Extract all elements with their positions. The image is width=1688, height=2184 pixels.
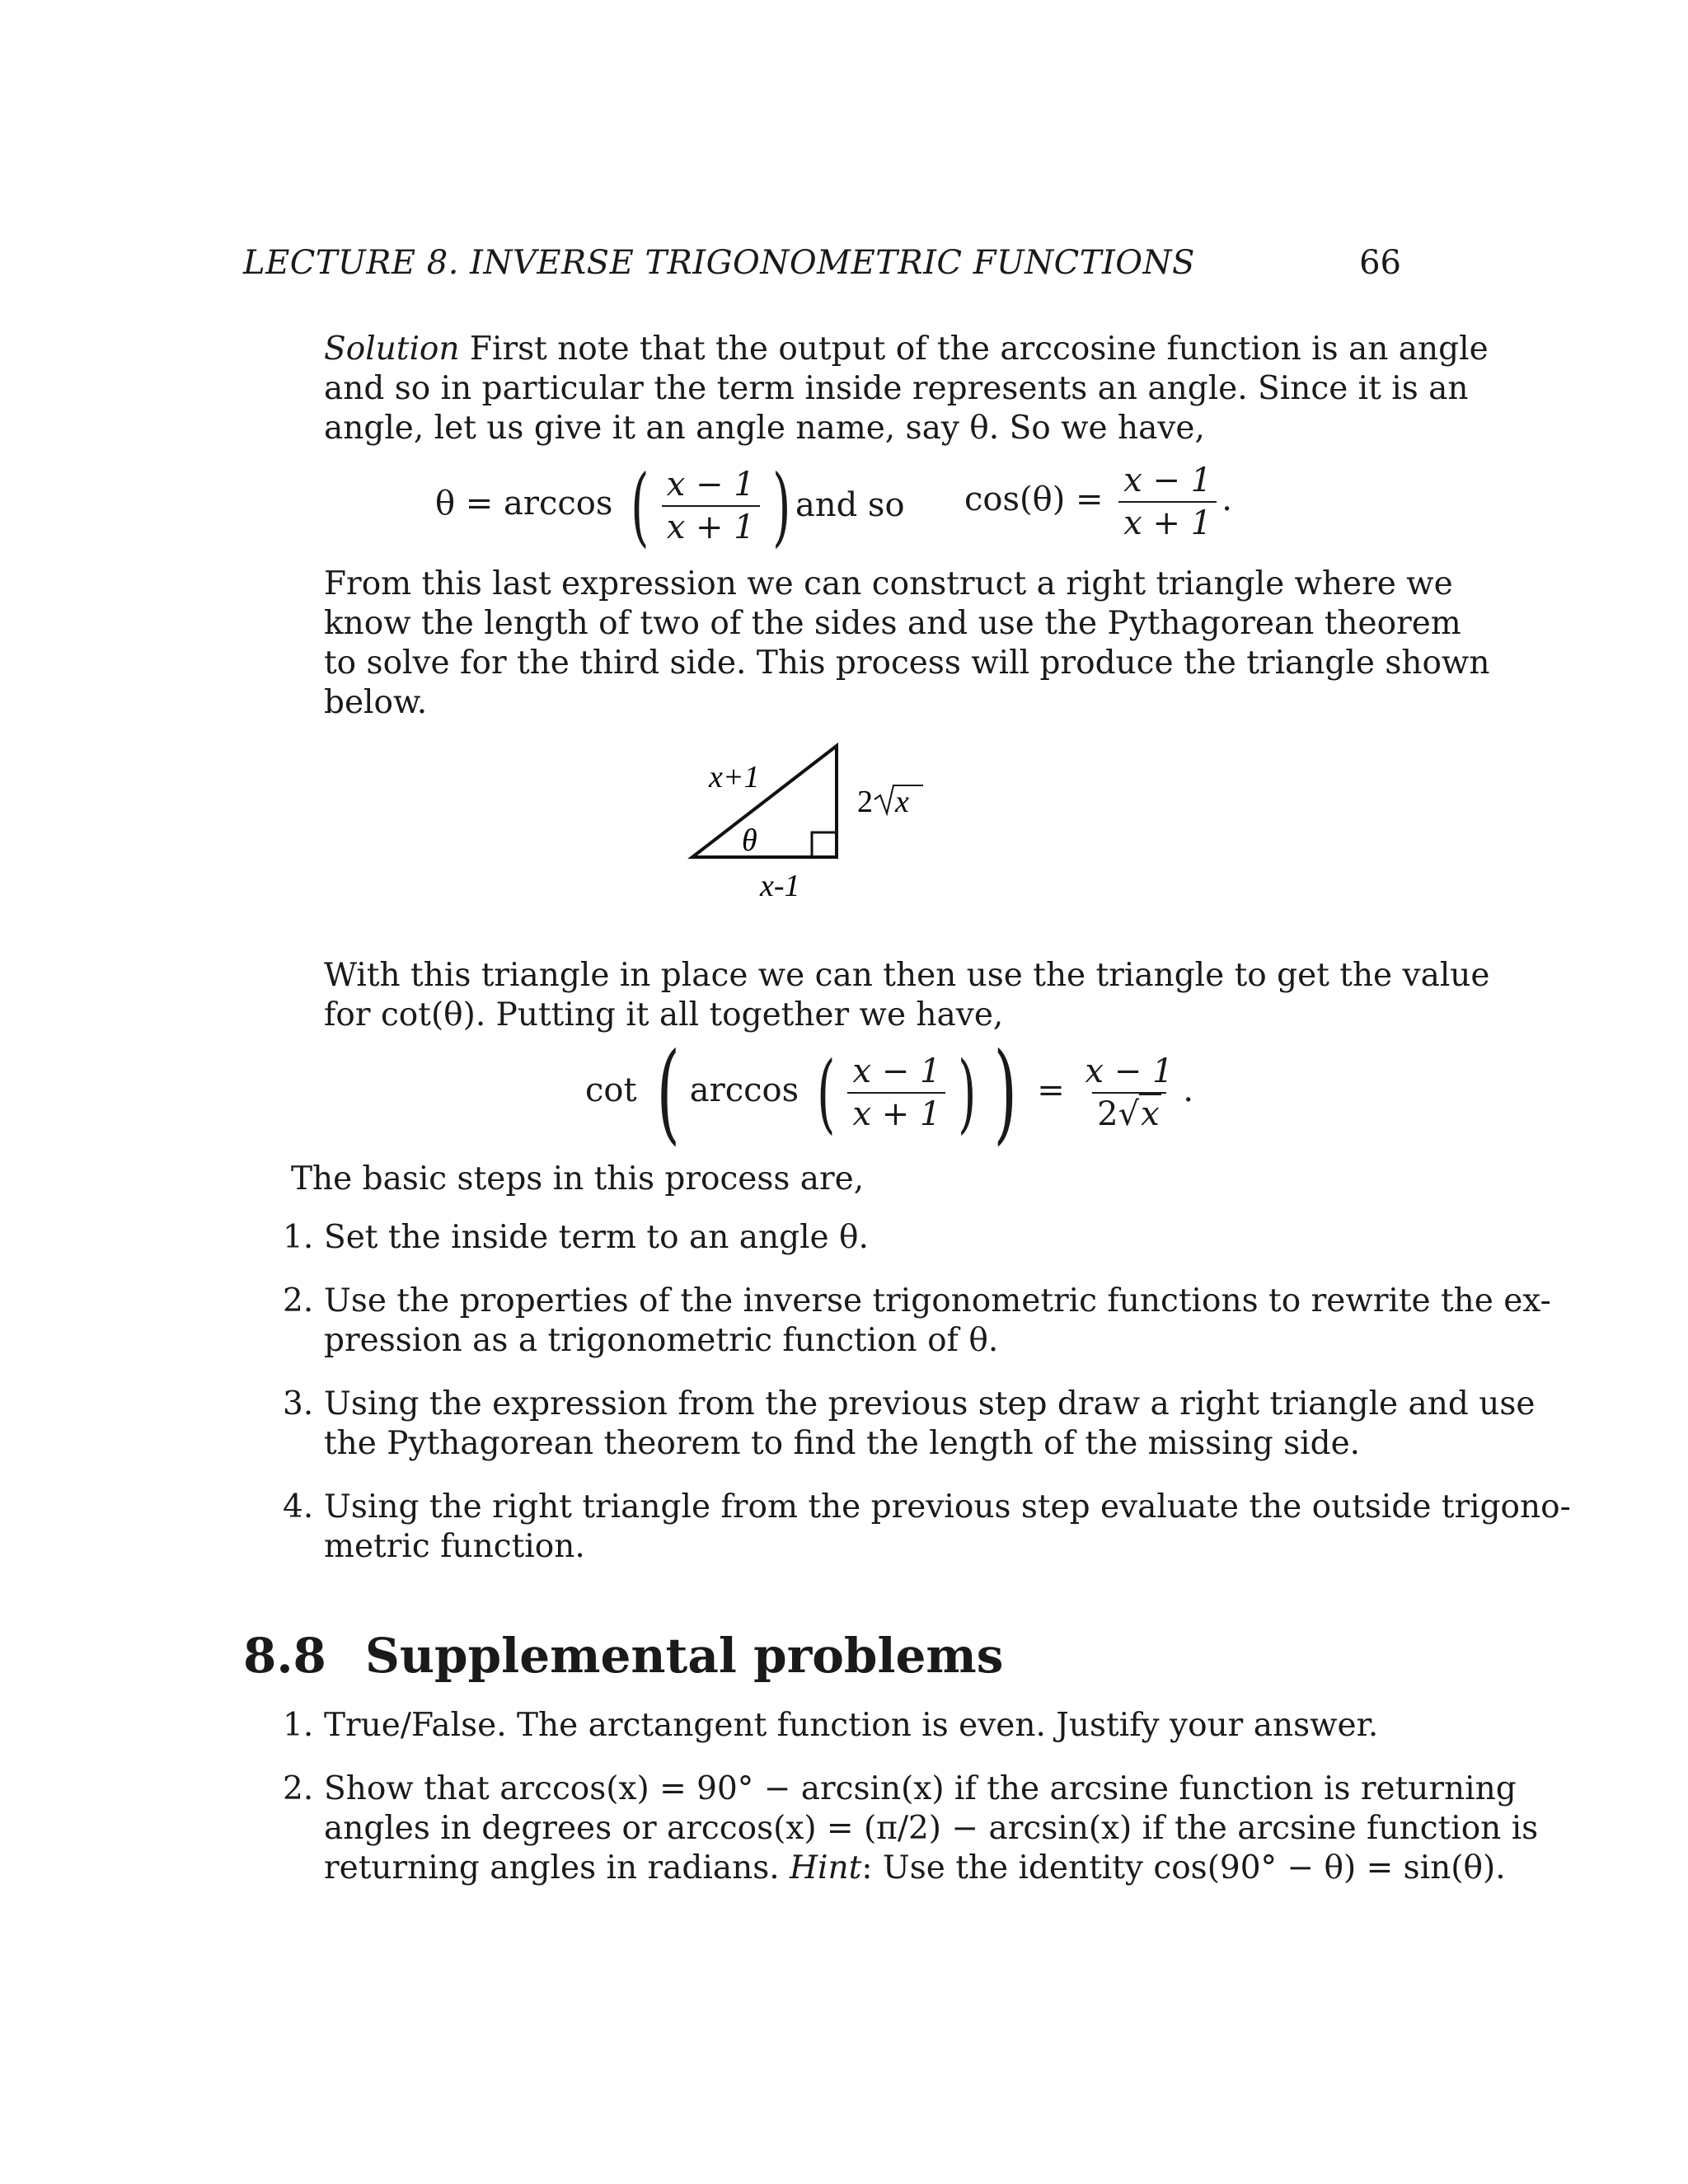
equation-arccos bbox=[435, 456, 798, 556]
equation-cos: cos(θ) = $\frac{x - 1}{x + 1}$ . bbox=[964, 462, 1232, 542]
right-triangle-figure bbox=[684, 738, 948, 919]
base-label: x-1 bbox=[760, 869, 800, 903]
hypotenuse-label: x+1 bbox=[709, 760, 760, 794]
angle-label: θ bbox=[742, 823, 757, 858]
eq1-cos-lhs: cos(θ) = bbox=[964, 480, 1104, 518]
right-paren: ) bbox=[771, 456, 791, 556]
eq2-equals: = bbox=[1037, 1071, 1065, 1109]
cot-paragraph: With this triangle in place we can then use the triangle to get the value for cot(θ). Putting it all together we have, bbox=[324, 957, 1490, 1033]
eq2-arccos: arccos bbox=[689, 1071, 799, 1109]
section-number: 8.8 bbox=[243, 1628, 326, 1684]
solution-line-3: angle, let us give it an angle name, say θ. So we have, bbox=[324, 410, 1205, 447]
eq2-inner-fraction: $\frac{x - 1}{x + 1}$ bbox=[847, 1054, 945, 1132]
hint-label: Hint bbox=[790, 1849, 862, 1886]
section-heading bbox=[243, 1628, 1003, 1684]
running-header-title: LECTURE 8. INVERSE TRIGONOMETRIC FUNCTIONS bbox=[243, 244, 1195, 282]
right-angle-marker bbox=[812, 832, 837, 857]
eq1-connector: and so bbox=[795, 486, 905, 524]
eq1-lhs: θ = arccos bbox=[435, 485, 613, 523]
eq2-cot: cot bbox=[585, 1071, 637, 1109]
list-item: 3. Using the expression from the previous step draw a right triangle and use the Pythagorean theorem to find the length of the missing side. bbox=[283, 1385, 1536, 1462]
list-item: 1. Set the inside term to an angle θ. bbox=[283, 1219, 869, 1256]
list-item: 2. Use the properties of the inverse trigonometric functions to rewrite the ex- pression as a trigonometric function of θ. bbox=[283, 1282, 1551, 1359]
eq1-fraction: $\frac{x - 1}{x + 1}$ bbox=[662, 467, 760, 545]
eq2-rhs-fraction: $\frac{x - 1}{2√x}$ bbox=[1085, 1052, 1174, 1133]
page-number: 66 bbox=[1359, 244, 1401, 282]
eq1-cos-fraction: $\frac{x - 1}{x + 1}$ bbox=[1118, 463, 1217, 541]
solution-label: Solution bbox=[324, 330, 460, 368]
left-paren: ( bbox=[631, 456, 649, 556]
side-label-coefficient: 2 bbox=[857, 785, 873, 819]
solution-line-2: and so in particular the term inside represents an angle. Since it is an bbox=[324, 370, 1469, 407]
equation-cot-arccos: cot ( arccos ( $\frac{x - 1}{x + 1}$ ) ) = $\frac{x - 1}{2√x}$ . bbox=[585, 1029, 1194, 1156]
triangle-paragraph: From this last expression we can construct a right triangle where we know the length of two of the sides and use the Pythagorean theorem to solve for the third side. This process will produce the triangle shown below. bbox=[324, 565, 1490, 721]
steps-intro: The basic steps in this process are, bbox=[291, 1160, 865, 1197]
solution-paragraph bbox=[324, 330, 1489, 448]
list-item: 2. Show that arccos(x) = 90° − arcsin(x) if the arcsine function is returning angles in degrees or arccos(x) = (π/2) − arcsin(x) if the arcsine function is returning angles in radians. Hint: Use the identity cos(90° − θ) = sin(θ). bbox=[283, 1770, 1539, 1886]
solution-line-1: Solution First note that the output of the arccosine function is an angle bbox=[324, 330, 1489, 368]
section-title: Supplemental problems bbox=[365, 1628, 1004, 1684]
list-item: 4. Using the right triangle from the previous step evaluate the outside trigono- metric function. bbox=[283, 1488, 1571, 1565]
list-item: 1. True/False. The arctangent function is even. Justify your answer. bbox=[283, 1707, 1379, 1744]
side-label-radicand: x bbox=[895, 785, 909, 819]
